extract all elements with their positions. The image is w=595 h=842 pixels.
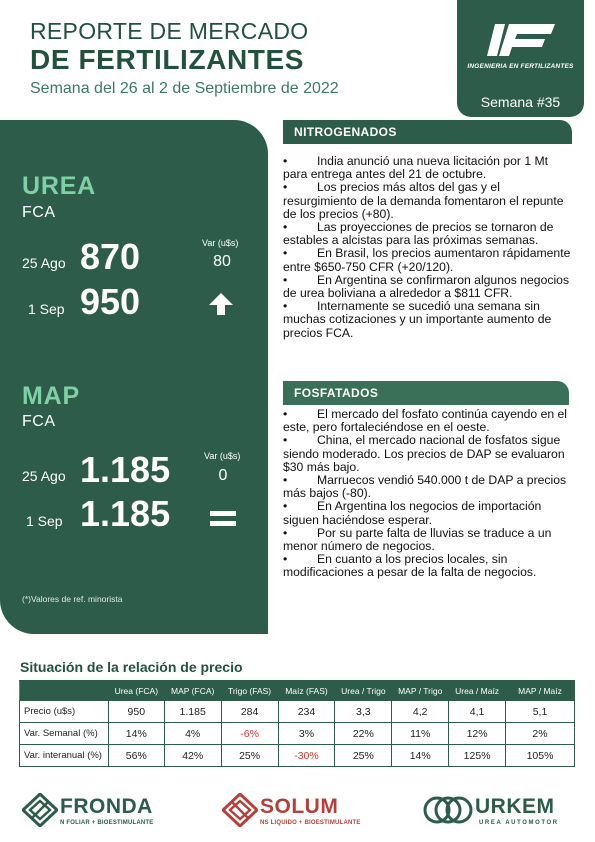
table-cell: 234 (278, 701, 335, 723)
table-header-cell: MAP / Maíz (506, 681, 575, 701)
map-var-label: Var (u$s) (204, 451, 241, 461)
nitrogenados-header: NITROGENADOS (283, 120, 572, 144)
table-cell: 5,1 (506, 701, 575, 723)
brand-urkem-name: URKEM (475, 795, 555, 818)
urea-unit: FCA (22, 204, 56, 221)
table-cell: 4,2 (392, 701, 449, 723)
table-row (20, 745, 575, 767)
price-panel (0, 120, 268, 634)
table-row (20, 701, 575, 723)
report-subtitle: Semana del 26 al 2 de Septiembre de 2022 (30, 80, 339, 97)
table-header-cell: MAP (FCA) (164, 681, 221, 701)
brand-fronda (22, 793, 182, 833)
list-item: • En Brasil, los precios aumentaron rápidamente entre $650-750 CFR (+20/120). (283, 246, 571, 274)
brand-fronda-sub: N FOLIAR + BIOESTIMULANTE (60, 820, 154, 826)
table-title: Situación de la relación de precio (20, 659, 243, 675)
brand-urkem-sub: UREA AUTOMOTOR (479, 820, 559, 826)
week-label: Semana #35 (480, 94, 561, 110)
price-ratio-table (19, 680, 575, 767)
table-header-cell: Urea (FCA) (108, 681, 164, 701)
table-header-cell: Maíz (FAS) (278, 681, 335, 701)
brand-solum-name: SOLUM (260, 795, 339, 818)
table-cell: 125% (449, 745, 506, 767)
list-item: • Las proyecciones de precios se tornaron de estables a alcistas para las próximas semanas. (283, 220, 554, 248)
map-var-value: 0 (218, 467, 228, 484)
list-item: • En cuanto a los precios locales, sin modificaciones a pesar de la falta de negocios. (283, 552, 537, 580)
footnote: (*)Valores de ref. minorista (22, 594, 123, 604)
list-item: • El mercado del fosfato continúa cayendo en el este, pero fortaleciéndose en el oeste. (283, 407, 568, 435)
table-cell: 56% (108, 745, 164, 767)
fronda-diamond-icon (22, 793, 58, 827)
urea-value2: 950 (80, 281, 141, 322)
list-item: • Por su parte falta de lluvias se traduce a un menor número de negocios. (283, 525, 552, 554)
table-cell: 25% (221, 745, 278, 767)
urea-var-value: 80 (213, 253, 231, 270)
table-header-cell: Trigo (FAS) (221, 681, 278, 701)
urkem-rings-icon (423, 795, 473, 825)
fosfatados-header: FOSFATADOS (283, 381, 569, 405)
header-badge (457, 0, 584, 117)
row-label: Var. interanual (%) (20, 745, 109, 767)
table-cell: 25% (335, 745, 392, 767)
report-title-line2: DE FERTILIZANTES (30, 44, 305, 75)
table-cell-negative: -6% (221, 723, 278, 745)
brand-urkem (423, 793, 573, 833)
table-cell: 42% (164, 745, 221, 767)
map-value2: 1.185 (80, 493, 171, 534)
brand-solum (222, 793, 372, 833)
table-cell: 2% (506, 723, 575, 745)
table-cell: 3% (278, 723, 335, 745)
arrow-up-icon (208, 291, 234, 317)
urea-date2: 1 Sep (28, 301, 65, 317)
row-label: Precio (u$s) (20, 701, 109, 723)
list-item: • Marruecos vendió 540.000 t de DAP a precios más bajos (-80). (283, 473, 567, 501)
list-item: • Los precios más altos del gas y el resurgimiento de la demanda fomentaron el repunte de los precios (+80). (283, 180, 564, 221)
map-value1: 1.185 (80, 449, 171, 490)
table-header-cell: MAP / Trigo (392, 681, 449, 701)
list-item: • En Argentina se confirmaron algunos negocios de urea boliviana a alrededor a $811 CFR. (283, 272, 570, 301)
table-cell: 950 (108, 701, 164, 723)
table-header-cell (20, 681, 109, 701)
report-title-line1: REPORTE DE MERCADO (30, 18, 309, 44)
table-header-cell: Urea / Trigo (335, 681, 392, 701)
table-header-row (20, 681, 575, 701)
map-date2: 1 Sep (26, 513, 63, 529)
if-logo-icon (487, 22, 557, 60)
list-item: • India anunció una nueva licitación por 1 Mt para entrega antes del 21 de octubre. (283, 154, 549, 182)
map-date1: 25 Ago (22, 468, 66, 484)
urea-date1: 25 Ago (22, 255, 66, 271)
map-unit: FCA (22, 413, 56, 430)
map-title: MAP (22, 382, 80, 410)
fosfatados-list (283, 408, 571, 580)
solum-diamond-icon (222, 793, 258, 827)
table-cell-negative: -30% (278, 745, 335, 767)
table-cell: 11% (392, 723, 449, 745)
urea-var-label: Var (u$s) (202, 238, 239, 248)
urea-value1: 870 (80, 236, 141, 277)
table-cell: 22% (335, 723, 392, 745)
list-item: • En Argentina los negocios de importación siguen haciéndose esperar. (283, 499, 542, 527)
table-cell: 4,1 (449, 701, 506, 723)
row-label: Var. Semanal (%) (20, 723, 109, 745)
table-header-cell: Urea / Maíz (449, 681, 506, 701)
nitrogenados-list (283, 155, 571, 340)
logo-text: INGENIERIA EN FERTILIZANTES (467, 63, 574, 70)
table-cell: 14% (108, 723, 164, 745)
list-item: • China, el mercado nacional de fosfatos sigue siendo moderado. Los precios de DAP se evaluaron $30 más bajo. (283, 433, 565, 474)
table-cell: 14% (392, 745, 449, 767)
table-cell: 4% (164, 723, 221, 745)
table-row (20, 723, 575, 745)
brand-solum-sub: NS LIQUIDO + BIOESTIMULANTE (260, 820, 361, 826)
table-cell: 1.185 (164, 701, 221, 723)
brand-fronda-name: FRONDA (60, 795, 153, 818)
table-cell: 284 (221, 701, 278, 723)
table-cell: 12% (449, 723, 506, 745)
table-cell: 3,3 (335, 701, 392, 723)
list-item: • Internamente se sucedió una semana sin muchas cotizaciones y un importante aumento de precios FCA. (283, 299, 552, 340)
table-cell: 105% (506, 745, 575, 767)
urea-title: UREA (22, 172, 97, 200)
